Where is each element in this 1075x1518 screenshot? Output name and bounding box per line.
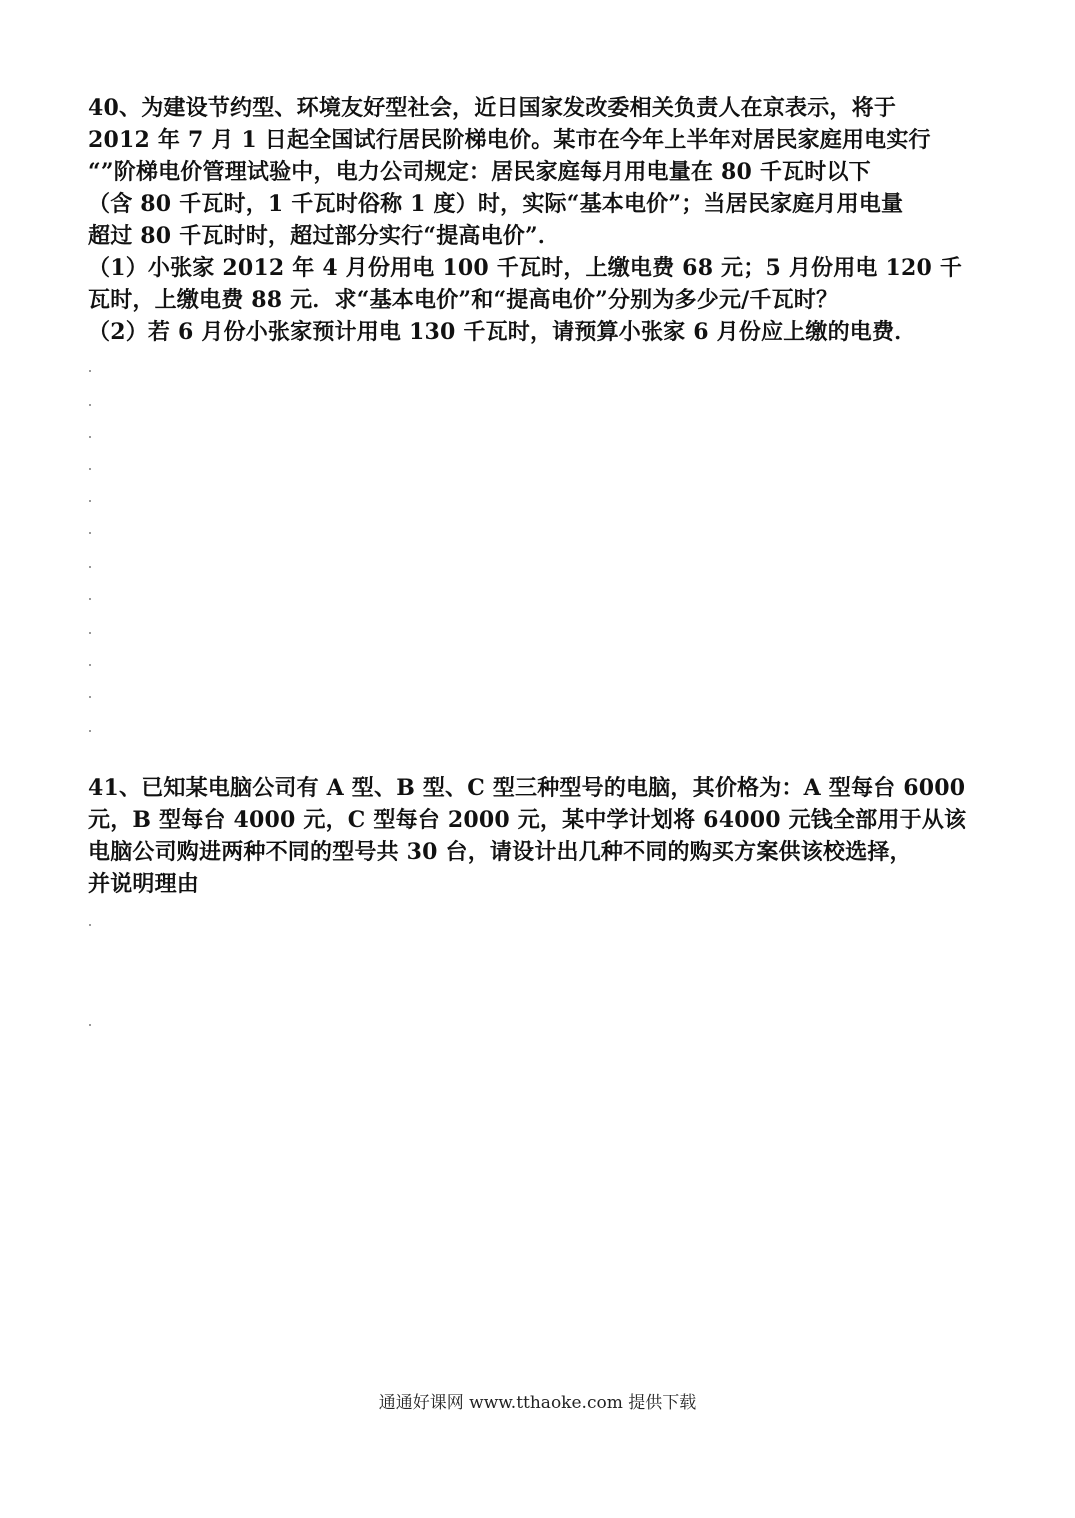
problem-41-line: 并说明理由 [88, 871, 200, 897]
blank-line-marker [89, 664, 91, 666]
problem-40-line: （1）小张家 2012 年 4 月份用电 100 千瓦时，上缴电费 68 元；5 月份用电 120 千 [88, 255, 963, 281]
blank-line-marker [89, 404, 91, 406]
problem-41-line: 电脑公司购进两种不同的型号共 30 台，请设计出几种不同的购买方案供该校选择， [88, 839, 912, 865]
blank-line-marker [89, 730, 91, 732]
footer-credit: 通通好课网 www.tthaoke.com 提供下载 [378, 1393, 697, 1413]
problem-40-line: 2012 年 7 月 1 日起全国试行居民阶梯电价。某市在今年上半年对居民家庭用电实行 [88, 127, 931, 153]
problem-40-line: （2）若 6 月份小张家预计用电 130 千瓦时，请预算小张家 6 月份应上缴的电费． [88, 319, 917, 345]
problem-41-line: 41、已知某电脑公司有 A 型、B 型、C 型三种型号的电脑，其价格为：A 型每台 6000 [88, 775, 966, 801]
blank-line-marker [89, 566, 91, 568]
blank-line-marker [89, 632, 91, 634]
problem-40-line: 40、为建设节约型、环境友好型社会，近日国家发改委相关负责人在京表示，将于 [88, 95, 897, 121]
blank-line-marker [89, 500, 91, 502]
blank-line-marker [89, 924, 91, 926]
problem-41 [88, 772, 993, 900]
blank-line-marker [89, 696, 91, 698]
problem-40-line: 瓦时，上缴电费 88 元．求“基本电价”和“提高电价”分别为多少元/千瓦时？ [88, 287, 839, 313]
problem-40-line: 超过 80 千瓦时时，超过部分实行“提高电价”． [88, 223, 561, 249]
blank-line-marker [89, 1024, 91, 1026]
blank-line-marker [89, 598, 91, 600]
problem-41-line: 元，B 型每台 4000 元，C 型每台 2000 元，某中学计划将 64000 元钱全部用于从该 [88, 807, 967, 833]
blank-line-marker [89, 532, 91, 534]
blank-line-marker [89, 436, 91, 438]
problem-40 [88, 92, 993, 348]
blank-line-marker [89, 468, 91, 470]
blank-line-marker [89, 370, 91, 372]
problem-40-line: “”阶梯电价管理试验中，电力公司规定：居民家庭每月用电量在 80 千瓦时以下 [88, 159, 871, 185]
problem-40-line: （含 80 千瓦时，1 千瓦时俗称 1 度）时，实际“基本电价”；当居民家庭月用电量 [88, 191, 904, 217]
